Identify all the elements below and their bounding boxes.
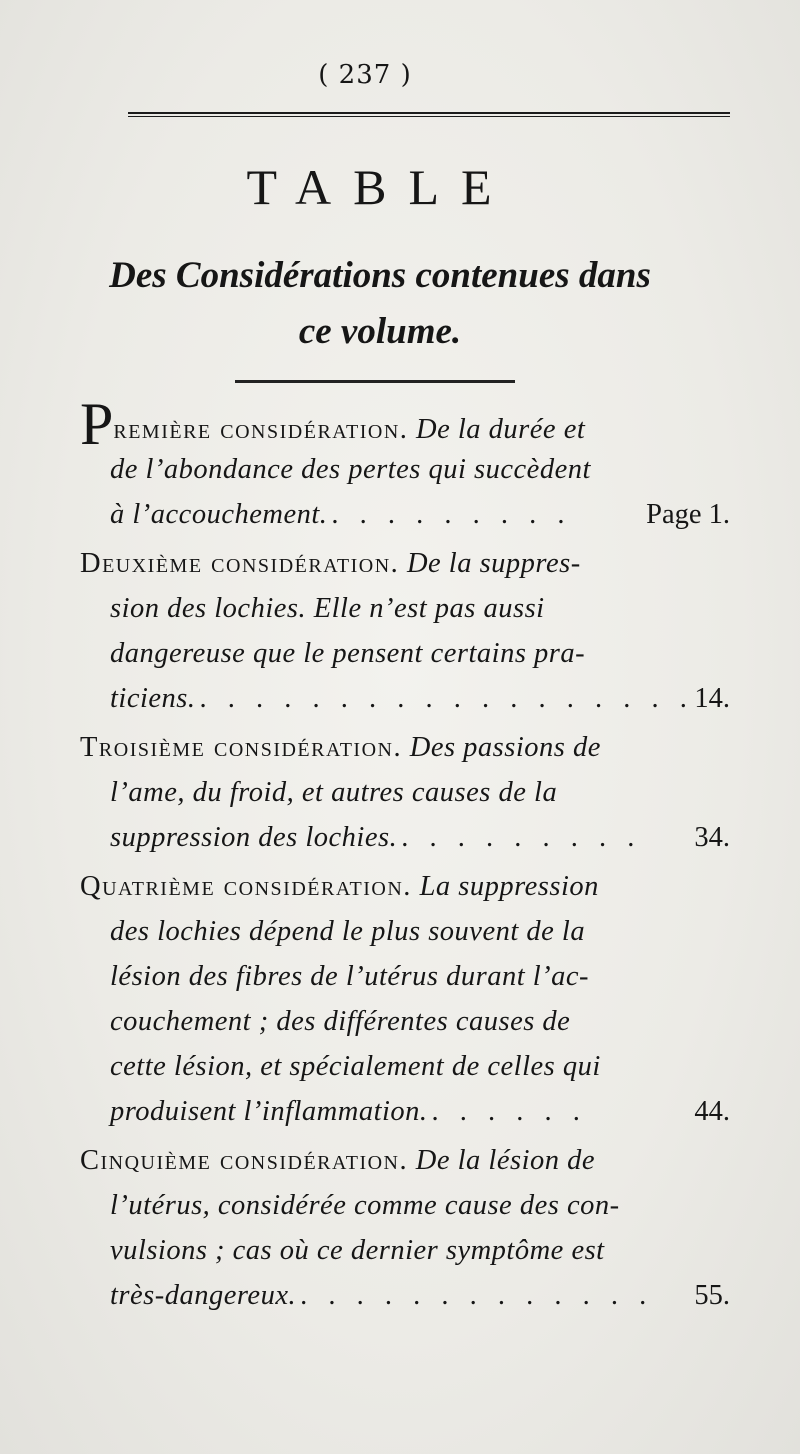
leader-dots: . . . . . . . . .	[331, 499, 572, 530]
entry-topic: vulsions ; cas où ce dernier symptôme est	[110, 1235, 605, 1266]
table-subtitle	[0, 248, 760, 360]
toc-line	[80, 447, 730, 492]
entry-topic: très-dangereux.	[110, 1280, 297, 1311]
entry-topic: des lochies dépend le plus souvent de la	[110, 916, 586, 947]
page-number: ( 237 )	[318, 60, 412, 90]
subtitle-line-1: Des Considérations contenues dans	[109, 255, 651, 296]
page-reference: 34.	[694, 822, 730, 853]
toc-line	[80, 909, 730, 954]
entry-topic: à l’accouchement.	[110, 499, 328, 530]
toc-line	[80, 954, 730, 999]
toc-line	[80, 1273, 730, 1318]
leader-dots: . . . . . . . . .	[401, 822, 642, 853]
toc-entry-1	[80, 402, 730, 537]
page-reference: 55.	[694, 1280, 730, 1311]
toc-line	[80, 1044, 730, 1089]
entry-topic: De la lésion de	[408, 1145, 596, 1176]
toc-line	[80, 815, 730, 860]
page-reference: 14.	[694, 683, 730, 714]
entry-topic: ticiens.	[110, 683, 196, 714]
entry-topic: lésion des fibres de l’utérus durant l’ac-	[110, 961, 590, 992]
entry-topic: l’ame, du froid, et autres causes de la	[110, 777, 558, 808]
entry-topic: La suppression	[411, 871, 599, 902]
drop-initial: P	[80, 402, 114, 447]
toc-line	[80, 631, 730, 676]
toc-line	[80, 725, 730, 770]
heading-rest: remière considération.	[113, 414, 409, 445]
toc-line	[80, 1183, 730, 1228]
toc-line	[80, 770, 730, 815]
entry-heading: Quatrième considération.	[80, 871, 412, 902]
page-reference: 44.	[694, 1096, 730, 1127]
subtitle-rule	[235, 380, 515, 383]
page-reference: Page 1.	[646, 499, 730, 530]
leader-dots: . . . . . . . . . . . . .	[300, 1280, 654, 1311]
entry-topic: l’utérus, considérée comme cause des con-	[110, 1190, 620, 1221]
leader-dots: . . . . . .	[431, 1096, 587, 1127]
toc-line	[80, 1228, 730, 1273]
entry-topic: suppression des lochies.	[110, 822, 398, 853]
toc-entry-4	[80, 864, 730, 1134]
entry-heading: Deuxième considération.	[80, 548, 400, 579]
entry-topic: sion des lochies. Elle n’est pas aussi	[110, 593, 545, 624]
leader-dots: . . . . . . . . . . . . . . . . . .	[199, 683, 694, 714]
toc-line	[80, 864, 730, 909]
entry-topic: couchement ; des différentes causes de	[110, 1006, 571, 1037]
toc-line	[80, 999, 730, 1044]
toc-entry-2	[80, 541, 730, 721]
table-of-contents	[80, 402, 730, 1322]
toc-line	[80, 676, 730, 721]
entry-heading: Troisième considération.	[80, 732, 403, 763]
entry-topic: produisent l’inflammation.	[110, 1096, 428, 1127]
entry-heading: Cinquième considération.	[80, 1145, 409, 1176]
toc-line	[80, 586, 730, 631]
toc-entry-3	[80, 725, 730, 860]
toc-line	[80, 402, 730, 447]
toc-line	[80, 1138, 730, 1183]
toc-entry-5	[80, 1138, 730, 1318]
entry-topic: dangereuse que le pensent certains pra-	[110, 638, 586, 669]
entry-topic: De la durée et	[408, 414, 586, 445]
entry-topic: de l’abondance des pertes qui succèdent	[110, 454, 591, 485]
toc-line	[80, 492, 730, 537]
toc-line	[80, 541, 730, 586]
entry-topic: Des passions de	[402, 732, 601, 763]
toc-line	[80, 1089, 730, 1134]
table-title: TABLE	[246, 159, 514, 215]
subtitle-line-2: ce volume.	[298, 311, 462, 352]
entry-topic: De la suppres-	[399, 548, 581, 579]
header-rule	[128, 112, 730, 117]
entry-topic: cette lésion, et spécialement de celles qui	[110, 1051, 601, 1082]
entry-heading	[80, 402, 409, 447]
